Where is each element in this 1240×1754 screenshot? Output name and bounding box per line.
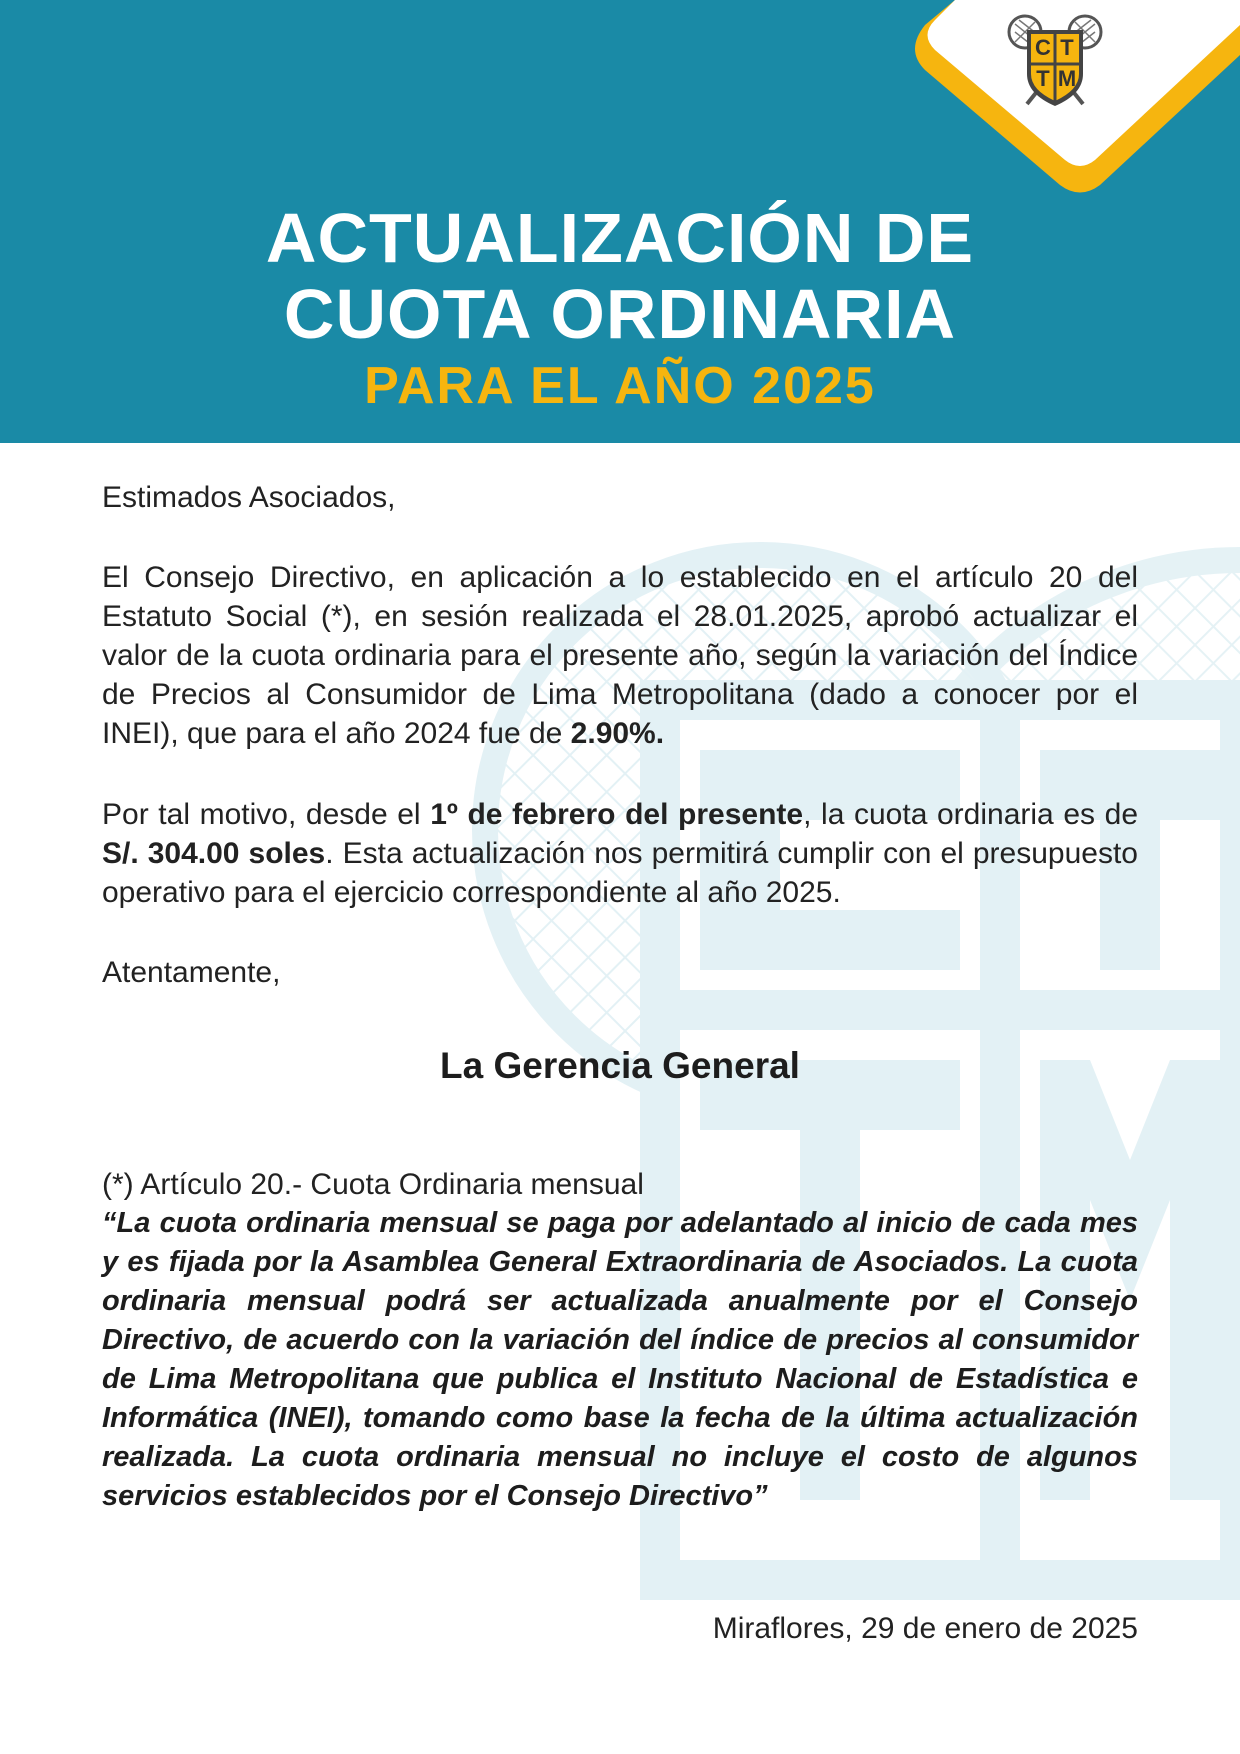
logo-letter-m: M <box>1057 66 1077 91</box>
paragraph-2-part-c: . Esta actualización nos permitirá cumplir con el presupuesto operativo para el ejercicio correspondiente al año 2025. <box>102 837 1138 909</box>
logo-letter-t2: T <box>1036 66 1050 91</box>
paragraph-1-text: El Consejo Directivo, en aplicación a lo establecido en el artículo 20 del Estatuto Social (*), en sesión realizada el 28.01.2025, aprobó actualizar el valor de la cuota ordinaria para el presente año, según la variación del Índice de Precios al Consumidor de Lima Metropolitana (dado a conocer por el INEI), que para el año 2024 fue de <box>102 561 1138 750</box>
footnote-heading: (*) Artículo 20.- Cuota Ordinaria mensual <box>102 1168 644 1201</box>
title-line-2: CUOTA ORDINARIA <box>283 275 957 353</box>
paragraph-1 <box>102 558 1138 753</box>
place-date: Miraflores, 29 de enero de 2025 <box>712 1612 1138 1645</box>
logo-letter-c: C <box>1035 35 1051 60</box>
title-line-1: ACTUALIZACIÓN DE <box>265 199 975 277</box>
signature: La Gerencia General <box>440 1045 800 1086</box>
logo-crest-icon <box>1005 12 1105 112</box>
page-title <box>0 200 1240 352</box>
closing: Atentamente, <box>102 956 281 989</box>
effective-date: 1º de febrero del presente <box>430 798 804 831</box>
paragraph-2-part-a: Por tal motivo, desde el <box>102 798 431 831</box>
fee-amount: S/. 304.00 soles <box>102 837 326 870</box>
header-banner <box>0 0 1240 443</box>
page-subtitle: PARA EL AÑO 2025 <box>364 357 876 415</box>
paragraph-2 <box>102 795 1138 912</box>
footnote-quote: “La cuota ordinaria mensual se paga por adelantado al inicio de cada mes y es fijada por la Asamblea General Extraordinaria de Asociados. La cuota ordinaria mensual podrá ser actualizada anualmente por el Consejo Directivo, de acuerdo con la variación del índice de precios al consumidor de Lima Metropolitana que publica el Instituto Nacional de Estadística e Informática (INEI), tomando como base la fecha de la última actualización realizada. La cuota ordinaria mensual no incluye el costo de algunos servicios establecidos por el Consejo Directivo” <box>102 1207 1138 1512</box>
greeting: Estimados Asociados, <box>102 481 396 514</box>
paragraph-2-part-b: , la cuota ordinaria es de <box>803 798 1138 831</box>
ipc-percentage: 2.90%. <box>570 717 665 750</box>
logo-letter-t1: T <box>1060 35 1074 60</box>
